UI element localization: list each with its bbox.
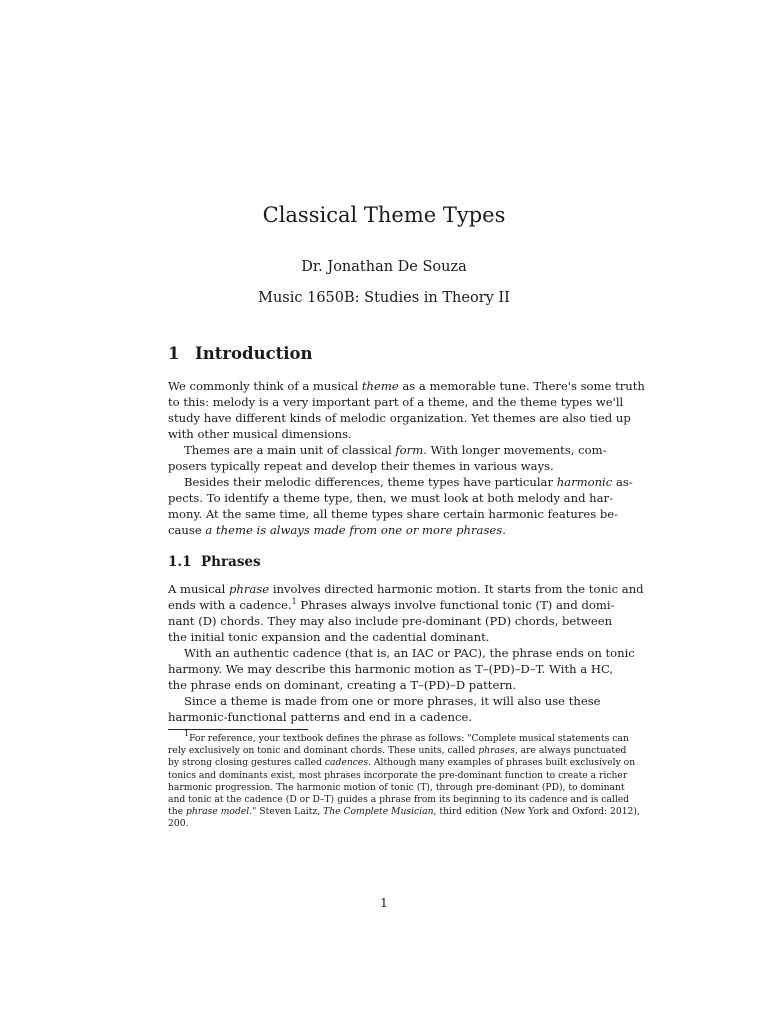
section-title: Introduction — [195, 344, 313, 363]
phrases-paragraph-2 — [168, 645, 635, 693]
text-line: With an authentic cadence (that is, an IAC or PAC), the phrase ends on tonic — [184, 646, 635, 660]
text-line: cause a theme is always made from one or more phrases. — [168, 523, 506, 537]
text-line: the phrase ends on dominant, creating a T–(PD)–D pattern. — [168, 678, 517, 692]
intro-paragraph-1 — [168, 378, 645, 442]
text-line: We commonly think of a musical theme as a memorable tune. There's some truth — [168, 379, 645, 393]
page-number: 1 — [380, 896, 388, 910]
text-line: A musical phrase involves directed harmonic motion. It starts from the tonic and — [168, 582, 644, 596]
footnote — [168, 729, 640, 831]
phrases-paragraph-1 — [168, 581, 644, 645]
subsection-number: 1.1 — [168, 554, 192, 570]
text-line: with other musical dimensions. — [168, 427, 352, 441]
section-number: 1 — [168, 344, 180, 363]
footnote-line: 200. — [168, 818, 189, 830]
footnote-line: rely exclusively on tonic and dominant chords. These units, called phrases, are always punctuated — [168, 745, 627, 757]
text-line: the initial tonic expansion and the cadential dominant. — [168, 630, 490, 644]
intro-paragraph-2 — [168, 442, 607, 474]
text-line: nant (D) chords. They may also include pre-dominant (PD) chords, between — [168, 614, 613, 628]
footnote-mark: 1 — [184, 729, 190, 738]
author-name: Dr. Jonathan De Souza — [301, 259, 467, 275]
text-line: Besides their melodic differences, theme types have particular harmonic as- — [184, 475, 633, 489]
section-heading-introduction — [168, 344, 313, 363]
document-title: Classical Theme Types — [262, 203, 506, 227]
text-line: Since a theme is made from one or more phrases, it will also use these — [184, 694, 601, 708]
text-line: harmonic-functional patterns and end in a cadence. — [168, 710, 473, 724]
text-line: mony. At the same time, all theme types share certain harmonic features be- — [168, 507, 619, 521]
text-line: Themes are a main unit of classical form. With longer movements, com- — [184, 443, 607, 457]
footnote-line: $^1$For reference, your textbook defines the phrase as follows: "Complete musical statements can — [184, 729, 629, 744]
footnote-line: harmonic progression. The harmonic motion of tonic (T), through pre-dominant (PD), to dominant — [168, 781, 625, 793]
text-line: ends with a cadence.$^1$ Phrases always involve functional tonic (T) and domi- — [168, 597, 615, 612]
text-line: pects. To identify a theme type, then, we must look at both melody and har- — [168, 491, 614, 505]
footnote-line: tonics and dominants exist, most phrases incorporate the pre-dominant function to create a richer — [168, 769, 628, 781]
text-line: to this: melody is a very important part of a theme, and the theme types we'll — [168, 395, 624, 409]
subsection-heading-phrases — [168, 554, 261, 570]
phrases-paragraph-3 — [168, 693, 600, 725]
course-name: Music 1650B: Studies in Theory II — [258, 290, 510, 306]
subsection-title: Phrases — [201, 554, 261, 570]
footnote-line: the phrase model." Steven Laitz, The Complete Musician, third edition (New York and Oxford: 2012), — [168, 806, 640, 818]
text-line: study have different kinds of melodic organization. Yet themes are also tied up — [168, 411, 631, 425]
intro-paragraph-3 — [168, 474, 633, 538]
footnote-reference: 1 — [291, 597, 297, 606]
text-line: posers typically repeat and develop their themes in various ways. — [168, 459, 554, 473]
footnote-line: by strong closing gestures called cadences. Although many examples of phrases built exclusively on — [168, 757, 636, 769]
footnote-line: and tonic at the cadence (D or D–T) guides a phrase from its beginning to its cadence and is called — [168, 793, 630, 805]
text-line: harmony. We may describe this harmonic motion as T–(PD)–D–T. With a HC, — [168, 662, 614, 676]
